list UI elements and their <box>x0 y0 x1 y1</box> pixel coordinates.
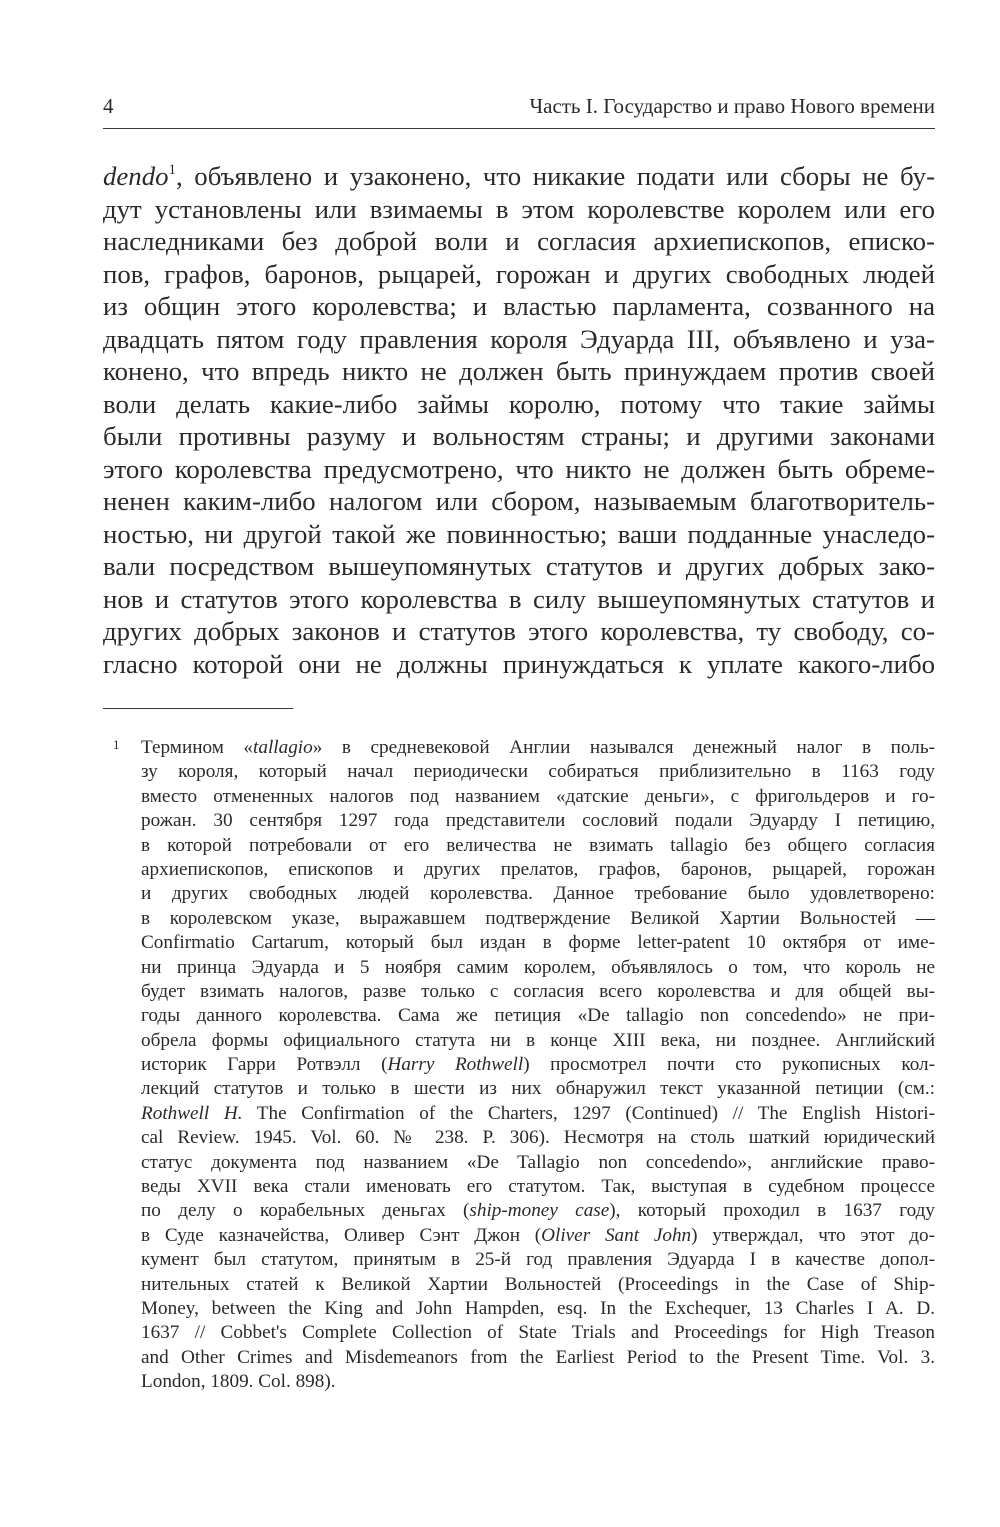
body-line: ненен каким-либо налогом или сбором, называемым благотворитель- <box>103 486 935 516</box>
footnote-line: по делу о корабельных деньгах (ship-money case), который проходил в 1637 году <box>141 1200 935 1222</box>
footnote-line: и других свободных людей королевства. Данное требование было удовлетворено: <box>141 883 935 905</box>
body-line: вали посредством вышеупомянутых статутов и других добрых зако- <box>103 551 935 581</box>
running-header <box>103 94 935 129</box>
footnote-line: обрела формы официального статута ни в конце XIII века, ни позднее. Английский <box>141 1029 935 1051</box>
main-text <box>103 160 935 680</box>
body-line: ностью, ни другой такой же повинностью; ваши подданные унаследо- <box>103 518 935 549</box>
latin-word: dendo <box>103 161 169 191</box>
body-line: из общин этого королевства; и властью парламента, созванного на <box>103 291 935 321</box>
running-title: Часть I. Государство и право Нового времени <box>529 94 935 118</box>
footnote-text <box>141 736 935 1395</box>
footnote-line: в которой потребовали от его величества не взимать tallagio без общего согласия <box>141 834 935 856</box>
footnote-line: нительных статей к Великой Хартии Вольностей (Proceedings in the Case of Ship- <box>141 1273 935 1295</box>
latin-term: tallagio <box>253 737 313 758</box>
footnote-line: Rothwell H. The Confirmation of the Charters, 1297 (Continued) // The English Histori- <box>141 1102 935 1124</box>
footnote-line: Money, between the King and John Hampden, esq. In the Exchequer, 13 Charles I A. D. <box>141 1297 935 1319</box>
footnote-line: будет взимать налогов, разве только с согласия всего королевства и для общей вы- <box>141 980 935 1002</box>
footnote-line: London, 1809. Col. 898). <box>141 1371 336 1393</box>
body-line: дут установлены или взимаемы в этом королевстве королем или его <box>103 193 935 224</box>
body-line: были противны разуму и вольностям страны; и другими законами <box>103 421 935 451</box>
body-line: наследниками без доброй воли и согласия архиепископов, еписко- <box>103 226 935 256</box>
footnote-separator <box>103 708 293 709</box>
person-name: Oliver Sant John <box>541 1224 692 1246</box>
footnote-line: годы данного королевства. Сама же петиция «De tallagio non concedendo» не при- <box>141 1005 935 1027</box>
footnote-line: cal Review. 1945. Vol. 60. № 238. P. 306). Несмотря на столь шаткий юридический <box>141 1127 935 1149</box>
footnote-line: рожан. 30 сентября 1297 года представители сословий подали Эдуарду I петицию, <box>141 810 935 832</box>
footnote-line: Термином «tallagio» в средневековой Англии назывался денежный налог в поль- <box>141 737 935 758</box>
footnote-line: архиепископов, епископов и других прелатов, графов, баронов, рыцарей, горожан <box>141 858 935 880</box>
footnote-marker: 1 <box>113 737 120 752</box>
body-line: двадцать пятом году правления короля Эдуарда III, объявлено и уза- <box>103 323 935 354</box>
footnote-reference[interactable]: 1 <box>168 162 176 178</box>
body-line: нов и статутов этого королевства в силу вышеупомянутых статутов и <box>103 583 935 614</box>
body-line: конено, что впредь никто не должен быть принуждаем против своей <box>103 356 935 386</box>
body-line: этого королевства предусмотрено, что никто не должен быть обреме- <box>103 453 935 484</box>
footnote-line: в королевском указе, выражавшем подтверждение Великой Хартии Вольностей — <box>141 907 935 929</box>
body-line: других добрых законов и статутов этого королевства, ту свободу, со- <box>103 616 935 646</box>
footnote-line: статус документа под названием «De Tallagio non concedendo», английские право- <box>141 1151 935 1173</box>
footnote-line: вместо отмененных налогов под названием «датские деньги», с фригольдеров и го- <box>141 785 935 807</box>
footnote-line: and Other Crimes and Misdemeanors from the Earliest Period to the Present Time. Vol. 3. <box>141 1346 935 1368</box>
footnote-line: в Суде казначейства, Оливер Сэнт Джон (Oliver Sant John) утверждал, что этот до- <box>141 1224 935 1246</box>
footnote-line: 1637 // Cobbet's Complete Collection of State Trials and Proceedings for High Treason <box>141 1322 935 1344</box>
body-line: гласно которой они не должны принуждаться к уплате какого-либо <box>103 648 935 679</box>
footnote-line: лекций статутов и только в шести из них обнаружил текст указанной петиции (см.: <box>141 1078 935 1100</box>
footnote-line: кумент был статутом, принятым в 25-й год правления Эдуарда I в качестве допол- <box>141 1249 935 1271</box>
body-line: пов, графов, баронов, рыцарей, горожан и других свободных людей <box>103 258 935 289</box>
citation-author: Rothwell H. <box>141 1102 243 1124</box>
footnote-line: зу короля, который начал периодически собираться приблизительно в 1163 году <box>141 761 935 783</box>
body-line <box>103 160 935 193</box>
case-name: ship-money case <box>469 1200 610 1222</box>
footnote-line: историк Гарри Ротвэлл (Harry Rothwell) просмотрел почти сто рукописных кол- <box>141 1054 936 1076</box>
body-line: воли делать какие-либо займы королю, потому что такие займы <box>103 388 935 419</box>
footnote-line: Confirmatio Cartarum, который был издан в форме letter-patent 10 октября от име- <box>141 932 935 954</box>
footnote-line: веды XVII века стали именовать его статутом. Так, выступая в судебном процессе <box>141 1176 935 1198</box>
body-line-text: , объявлено и узаконено, что никакие подати или сборы не бу- <box>176 161 935 191</box>
author-name: Harry Rothwell <box>387 1054 524 1076</box>
page-number: 4 <box>103 94 114 118</box>
footnote-line: ни принца Эдуарда и 5 ноября самим королем, объявлялось о том, что король не <box>141 956 935 978</box>
